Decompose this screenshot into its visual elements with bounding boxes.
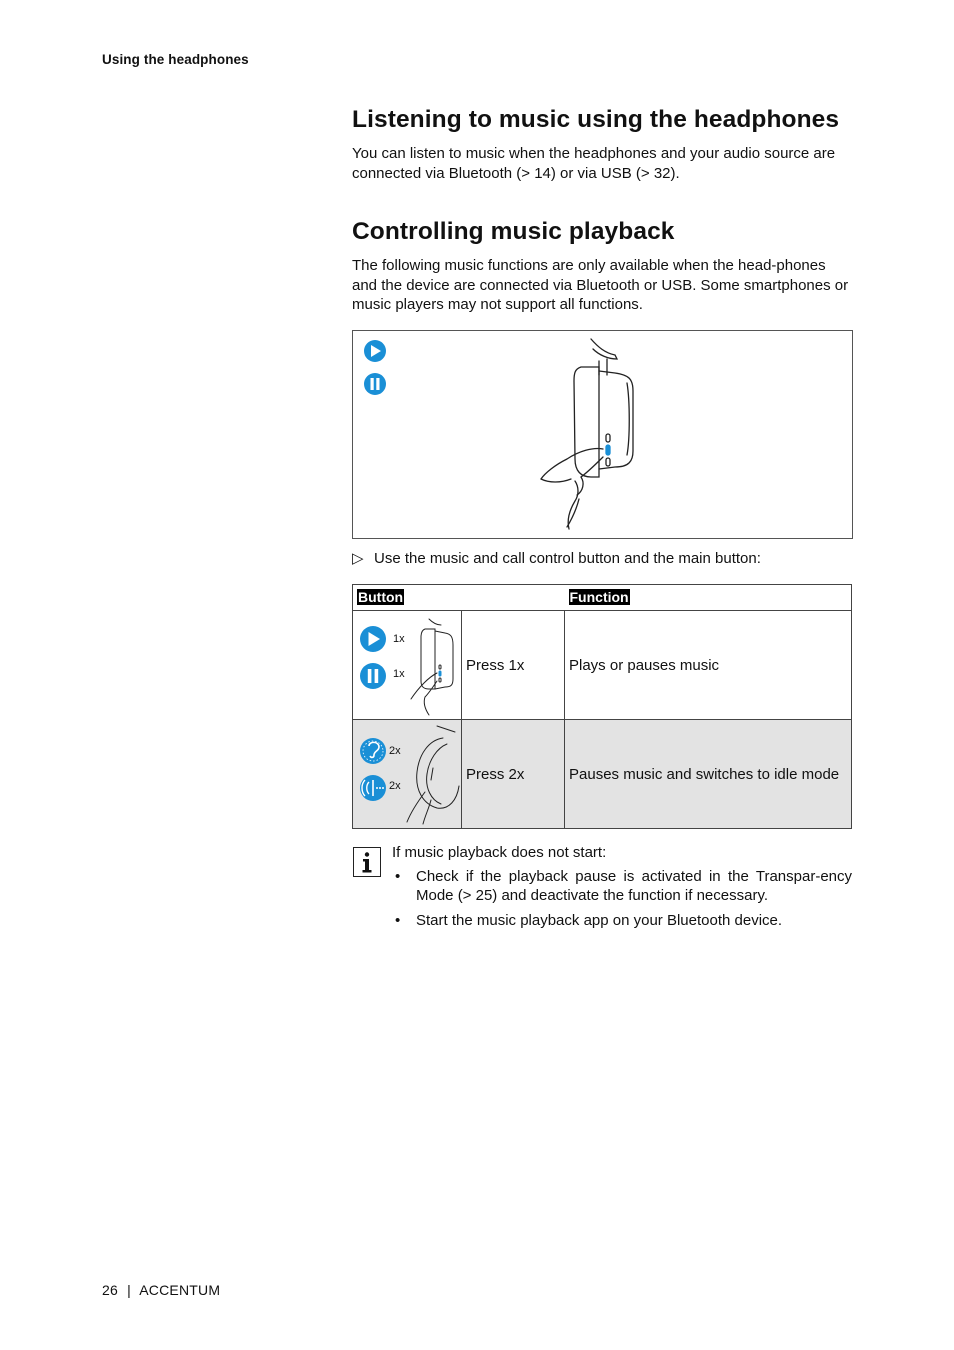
section-label: Using the headphones	[102, 52, 249, 67]
info-note	[392, 843, 852, 935]
footer-separator: |	[127, 1282, 131, 1298]
row-image	[353, 720, 462, 829]
list-item: • Check if the playback pause is activated in the Transpar-ency Mode (> 25) and deactivate the function if necessary.	[395, 867, 852, 904]
info-intro: If music playback does not start:	[392, 844, 607, 861]
info-icon	[353, 847, 381, 877]
figure-headphone-button	[352, 330, 853, 539]
product-name: ACCENTUM	[139, 1282, 221, 1298]
play-icon	[364, 340, 386, 362]
row2-illustration	[353, 720, 461, 828]
anc-icon	[360, 775, 386, 801]
table-row	[353, 611, 852, 720]
press-count-1: 2x	[389, 745, 401, 757]
info-list	[392, 867, 852, 931]
press-count-2: 2x	[389, 780, 401, 792]
pause-icon	[360, 663, 386, 689]
paragraph-listening: You can listen to music when the headphones and your audio source are connected via Bluetooth (> 14) or via USB (> 32).	[352, 145, 836, 182]
transparency-icon	[360, 738, 386, 764]
instruction-marker: ▷	[352, 550, 364, 567]
headphone-press-illustration	[353, 331, 852, 538]
pause-icon	[364, 373, 386, 395]
press-count-1: 1x	[393, 633, 405, 645]
row-function: Plays or pauses music	[565, 611, 852, 720]
header-button: Button	[353, 585, 565, 611]
instruction-text: Use the music and call control button and the main button:	[374, 550, 761, 567]
header-function: Function	[565, 585, 852, 611]
row-action: Press 2x	[462, 720, 565, 829]
page-number: 26	[102, 1282, 118, 1298]
row-image	[353, 611, 462, 720]
heading-controlling: Controlling music playback	[352, 218, 675, 245]
function-table	[352, 584, 852, 829]
press-count-2: 1x	[393, 668, 405, 680]
row-function: Pauses music and switches to idle mode	[565, 720, 852, 829]
instruction	[352, 549, 761, 567]
table-row	[353, 720, 852, 829]
page-footer	[102, 1282, 220, 1298]
row-action: Press 1x	[462, 611, 565, 720]
paragraph-controlling: The following music functions are only available when the head-phones and the device are connected via Bluetooth or USB. Some smartphones or music players may not support all functions.	[352, 257, 849, 313]
table-header-row	[353, 585, 852, 611]
row1-illustration	[353, 611, 461, 719]
heading-listening: Listening to music using the headphones	[352, 106, 840, 133]
list-item: • Start the music playback app on your Bluetooth device.	[395, 911, 783, 929]
play-icon	[360, 626, 386, 652]
